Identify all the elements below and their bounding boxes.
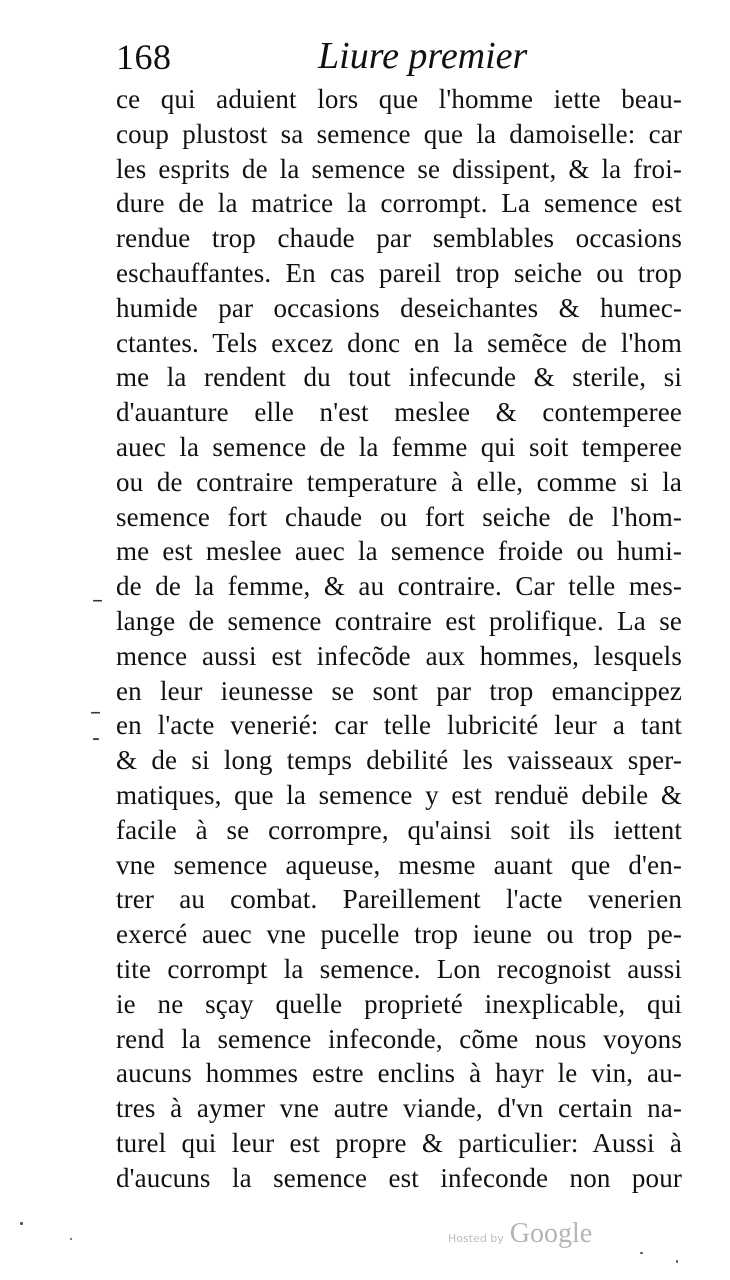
text-line: dure de la matrice la corrompt. La semence est [116, 188, 682, 219]
text-line: exercé auec vne pucelle trop ieune ou trop pe- [116, 919, 682, 950]
margin-dash-mark: - [92, 726, 100, 751]
running-title: Liure premier [318, 35, 528, 77]
text-line: ou de contraire temperature à elle, comme si la [116, 466, 682, 497]
text-line: rendue trop chaude par semblables occasions [116, 223, 682, 254]
margin-dash-mark: – [90, 700, 101, 725]
text-line: semence fort chaude ou fort seiche de l'hom- [116, 501, 682, 532]
google-logo: Google [509, 1218, 593, 1249]
text-line: turel qui leur est propre & particulier: Aussi à [116, 1127, 682, 1158]
text-line: en leur ieunesse se sont par trop emancippez [116, 675, 682, 706]
text-line: mence aussi est infecõde aux hommes, lesquels [116, 640, 682, 671]
text-line: me la rendent du tout infecunde & sterile, si [116, 362, 682, 393]
text-line: coup plustost sa semence que la damoiselle: car [116, 118, 682, 149]
page-number: 168 [116, 37, 172, 77]
scan-speck [20, 1222, 23, 1225]
margin-dash-mark: – [92, 588, 103, 613]
text-line: les esprits de la semence se dissipent, & la froi- [116, 153, 682, 184]
scan-speck [640, 1252, 643, 1254]
text-line: humide par occasions deseichantes & humec- [116, 292, 682, 323]
text-line: vne semence aqueuse, mesme auant que d'en- [116, 849, 682, 880]
hosted-by-watermark [448, 1218, 592, 1250]
text-line: lange de semence contraire est prolifique. La se [116, 605, 682, 636]
watermark-prefix: Hosted by [448, 1232, 504, 1245]
text-line: ctantes. Tels excez donc en la semẽce de l'hom [116, 327, 682, 358]
text-line: ie ne sçay quelle proprieté inexplicable, qui [116, 988, 682, 1019]
text-line: facile à se corrompre, qu'ainsi soit ils iettent [116, 814, 682, 845]
page-header [0, 30, 730, 86]
text-line: aucuns hommes estre enclins à hayr le vin, au- [116, 1058, 682, 1089]
scan-speck [676, 1260, 678, 1263]
text-line: matiques, que la semence y est renduë debile & [116, 779, 682, 810]
scan-speck [70, 1238, 72, 1240]
text-line: me est meslee auec la semence froide ou humi- [116, 536, 682, 567]
text-line: eschauffantes. En cas pareil trop seiche ou trop [116, 257, 682, 288]
text-line: d'auanture elle n'est meslee & contemperee [116, 397, 682, 428]
text-line: rend la semence infeconde, cõme nous voyons [116, 1023, 682, 1054]
body-text [116, 82, 682, 1196]
text-line: tite corrompt la semence. Lon recognoist aussi [116, 953, 682, 984]
text-line: ce qui aduient lors que l'homme iette beau- [116, 84, 682, 114]
text-line: de de la femme, & au contraire. Car telle mes- [116, 571, 682, 602]
text-line: auec la semence de la femme qui soit temperee [116, 431, 682, 462]
text-line: trer au combat. Pareillement l'acte venerien [116, 884, 682, 915]
text-line: & de si long temps debilité les vaisseaux sper- [116, 745, 682, 776]
text-line: tres à aymer vne autre viande, d'vn certain na- [116, 1093, 682, 1124]
text-line: en l'acte venerié: car telle lubricité leur a tant [116, 710, 682, 741]
text-line: d'aucuns la semence est infeconde non pour [116, 1162, 682, 1193]
